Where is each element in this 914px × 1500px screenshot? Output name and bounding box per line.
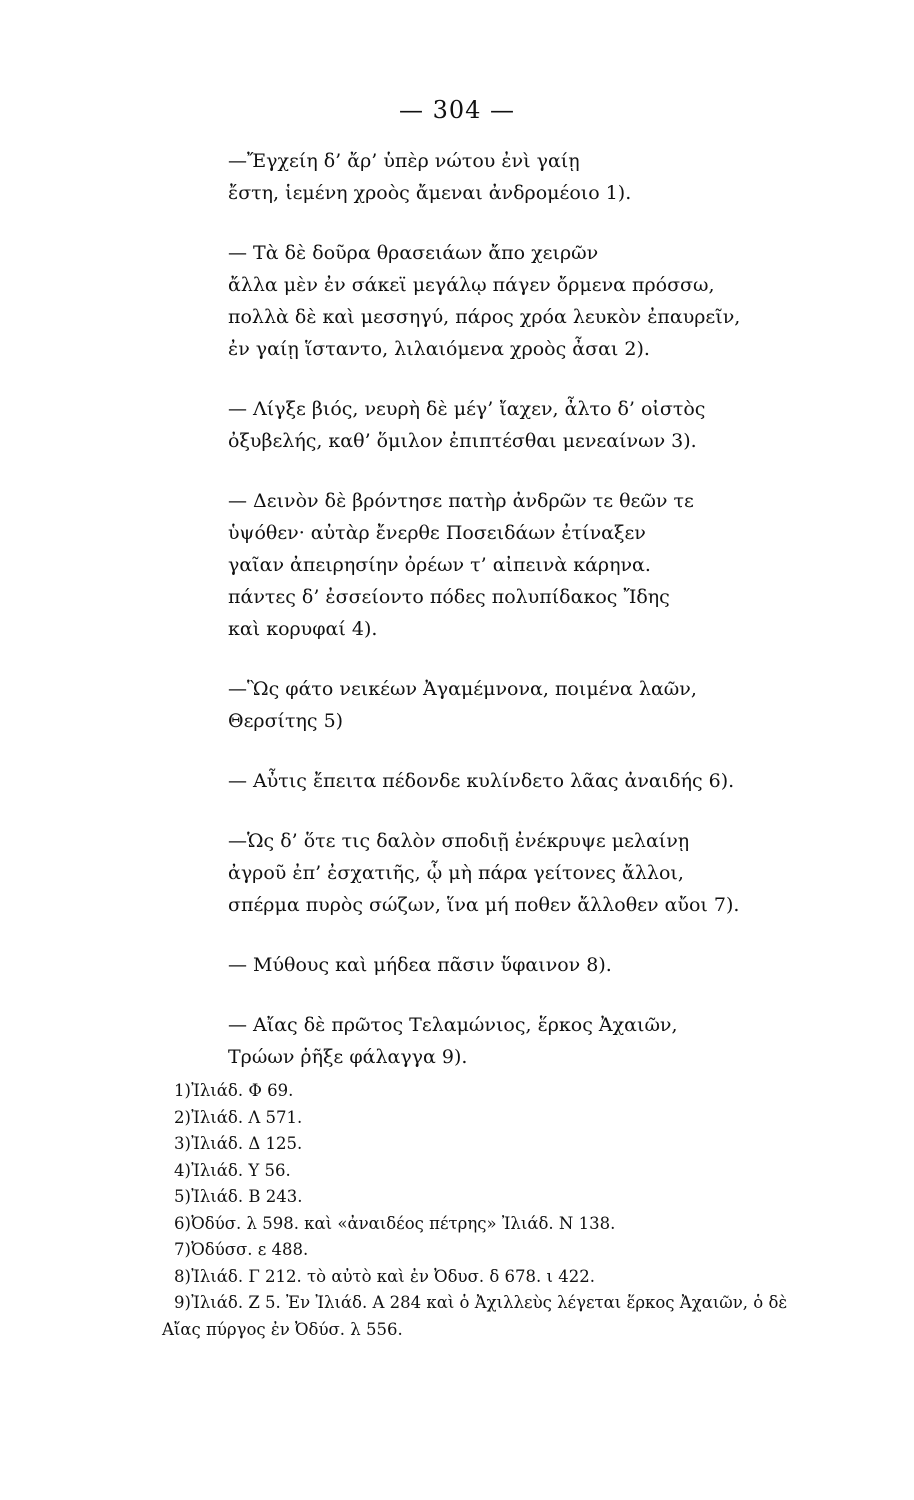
verse-line: Θερσίτης 5) (228, 710, 344, 732)
footnote-number: 5) (174, 1187, 191, 1206)
verse-line: πολλὰ δὲ καὶ μεσσηγύ, πάρος χρόα λευκὸν ἐπαυρεῖν, (228, 306, 741, 328)
page-number: — 304 — (398, 96, 516, 124)
quotations (228, 145, 788, 1101)
footnote (162, 1184, 882, 1211)
verse-line: Τρώων ῥῆξε φάλαγγα 9). (228, 1046, 468, 1068)
verse-line: — Τὰ δὲ δοῦρα θρασειάων ἄπο χειρῶν (228, 242, 599, 264)
footnote (162, 1264, 882, 1291)
footnote-number: 8) (174, 1266, 191, 1286)
quotation-block (228, 393, 788, 457)
footnote-text: Ὀδύσσ. ε 488. (191, 1240, 309, 1259)
verse-line: ἀγροῦ ἐπ’ ἐσχατιῆς, ᾧ μὴ πάρα γείτονες ἄλλοι, (228, 862, 684, 884)
verse-line: γαῖαν ἀπειρησίην ὀρέων τ’ αἰπεινὰ κάρηνα. (228, 554, 651, 576)
verse-line: καὶ κορυφαί 4). (228, 618, 378, 640)
verse-line: —Ὣς φάτο νεικέων Ἀγαμέμνονα, ποιμένα λαῶν, (228, 678, 697, 700)
quotation-block (228, 765, 788, 797)
footnote-number: 9) (174, 1293, 191, 1312)
verse-line: — Αὖτις ἔπειτα πέδονδε κυλίνδετο λᾶας ἀναιδής 6). (228, 770, 735, 792)
verse-line: σπέρμα πυρὸς σώζων, ἵνα μή ποθεν ἄλλοθεν αὔοι 7). (228, 894, 740, 916)
quotation-block (228, 237, 788, 365)
footnote-text: Ἰλιάδ. Ζ 5. Ἐν Ἰλιάδ. Α 284 καὶ ὁ Ἀχιλλεὺς λέγεται ἕρκος Ἀχαιῶν, ὁ δὲ (191, 1293, 788, 1312)
footnote-number: 3) (174, 1134, 191, 1153)
footnote-number: 6) (174, 1213, 191, 1233)
verse-line: ὀξυβελής, καθ’ ὅμιλον ἐπιπτέσθαι μενεαίνων 3). (228, 430, 697, 452)
verse-line: — Λίγξε βιός, νευρὴ δὲ μέγ’ ἴαχεν, ἆλτο δ’ οἰστὸς (228, 398, 706, 420)
footnote (162, 1158, 882, 1185)
quotation-block (228, 145, 788, 209)
footnote-text: Ἰλιάδ. Λ 571. (191, 1107, 303, 1127)
verse-line: ἄλλα μὲν ἐν σάκεϊ μεγάλῳ πάγεν ὄρμενα πρόσσω, (228, 274, 715, 296)
quotation-block (228, 673, 788, 737)
footnote (162, 1290, 882, 1317)
footnote-number: 1) (174, 1081, 191, 1100)
footnote-number: 2) (174, 1107, 191, 1127)
verse-line: ὑψόθεν· αὐτὰρ ἔνερθε Ποσειδάων ἐτίναξεν (228, 522, 646, 544)
footnote-text: Ἰλιάδ. Γ 212. τὸ αὐτὸ καὶ ἐν Ὀδυσ. δ 678. ι 422. (191, 1266, 595, 1286)
footnotes (162, 1078, 882, 1343)
footnote-text: Ἰλιάδ. Δ 125. (191, 1134, 303, 1153)
verse-line: —Ὡς δ’ ὅτε τις δαλὸν σποδιῇ ἐνέκρυψε μελαίνῃ (228, 830, 690, 852)
verse-line: —Ἔγχείη δ’ ἄρ’ ὑπὲρ νώτου ἐνὶ γαίῃ (228, 150, 580, 172)
footnote (162, 1237, 882, 1264)
footnote (162, 1131, 882, 1158)
quotation-block (228, 825, 788, 921)
verse-line: — Αἴας δὲ πρῶτος Τελαμώνιος, ἕρκος Ἀχαιῶν, (228, 1014, 678, 1036)
footnote-number: 7) (174, 1240, 191, 1259)
footnote-text: Ἰλιάδ. Υ 56. (191, 1160, 291, 1180)
verse-line: — Μύθους καὶ μήδεα πᾶσιν ὕφαινον 8). (228, 954, 612, 976)
quotation-block (228, 1009, 788, 1073)
footnote (162, 1105, 882, 1132)
verse-line: ἐν γαίῃ ἵσταντο, λιλαιόμενα χροὸς ἆσαι 2). (228, 338, 650, 360)
footnote-continuation: Αἴας πύργος ἐν Ὀδύσ. λ 556. (162, 1319, 403, 1339)
footnote-text: Ἰλιάδ. Φ 69. (191, 1081, 294, 1100)
footnote (162, 1078, 882, 1105)
footnote-number: 4) (174, 1160, 191, 1180)
verse-line: — Δεινὸν δὲ βρόντησε πατὴρ ἀνδρῶν τε θεῶν τε (228, 490, 694, 512)
quotation-block (228, 485, 788, 645)
footnote-text: Ὀδύσ. λ 598. καὶ «ἀναιδέος πέτρης» Ἰλιάδ. Ν 138. (191, 1213, 616, 1233)
footnote-text: Ἰλιάδ. Β 243. (191, 1187, 303, 1206)
verse-line: ἔστη, ἱεμένη χροὸς ἄμεναι ἀνδρομέοιο 1). (228, 182, 632, 204)
verse-line: πάντες δ’ ἐσσείοντο πόδες πολυπίδακος Ἴδης (228, 586, 670, 608)
footnote (162, 1211, 882, 1238)
quotation-block (228, 949, 788, 981)
